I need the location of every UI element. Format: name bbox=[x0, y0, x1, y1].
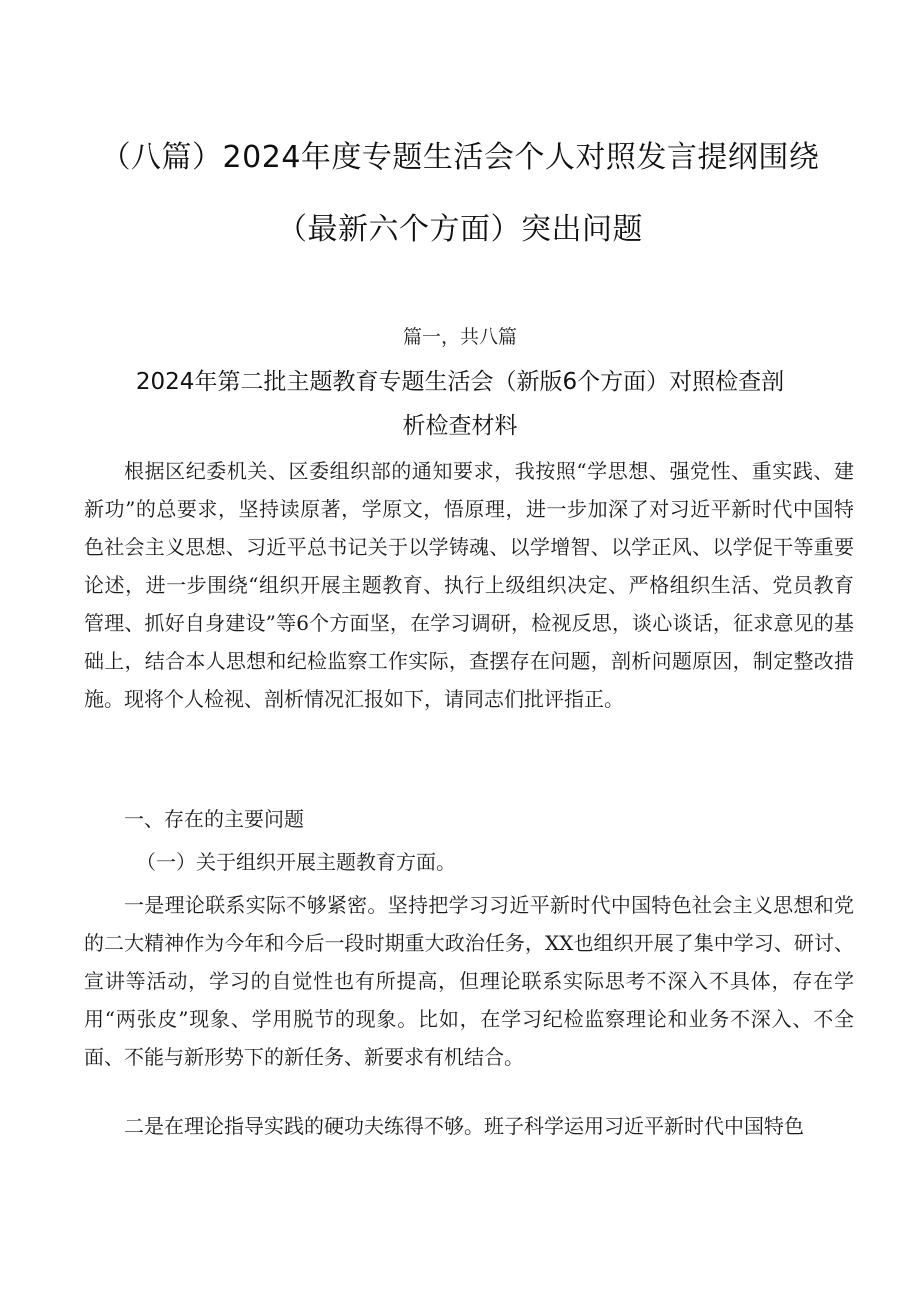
heading-level-1: 一、存在的主要问题 bbox=[124, 807, 304, 831]
section-title-line-2: 析检查材料 bbox=[402, 413, 518, 439]
paragraph-first-block bbox=[84, 886, 854, 1076]
paragraph-second: 二是在理论指导实践的硬功夫练得不够。班子科学运用习近平新时代中国特色 bbox=[124, 1114, 804, 1138]
heading-level-1-block bbox=[84, 800, 854, 838]
section-title-line-1: 2024年第二批主题教育专题生活会（新版6个方面）对照检查剖 bbox=[135, 369, 785, 395]
heading-level-2: （一）关于组织开展主题教育方面。 bbox=[136, 850, 456, 874]
document-title-line-2: （最新六个方面）突出问题 bbox=[277, 212, 643, 247]
intro-paragraph: 根据区纪委机关、区委组织部的通知要求，我按照“学思想、强党性、重实践、建新功”的总要求，坚持读原著，学原文，悟原理，进一步加深了对习近平新时代中国特色社会主义思想、习近平总书记关于以学铸魂、以学增智、以学正风、以学促干等重要论述，进一步围绕“组织开展主题教育、执行上级组织决定、严格组织生活、党员教育管理、抓好自身建设”等6个方面坚，在学习调研，检视反思，谈心谈话，征求意见的基础上，结合本人思想和纪检监察工作实际，查摆存在问题，剖析问题原因，制定整改措施。现将个人检视、剖析情况汇报如下，请同志们批评指正。 bbox=[84, 459, 854, 711]
paragraph-second-block bbox=[84, 1107, 854, 1145]
document-title-line-1: （八篇）2024年度专题生活会个人对照发言提纲围绕 bbox=[100, 140, 820, 175]
intro-paragraph-block bbox=[84, 452, 854, 718]
paragraph-first: 一是理论联系实际不够紧密。坚持把学习习近平新时代中国特色社会主义思想和党的二大精神作为今年和今后一段时期重大政治任务，XX也组织开展了集中学习、研讨、宣讲等活动，学习的自觉性也有所提高，但理论联系实际思考不深入不具体，存在学用“两张皮”现象、学用脱节的现象。比如，在学习纪检监察理论和业务不深入、不全面、不能与新形势下的新任务、新要求有机结合。 bbox=[84, 893, 854, 1069]
part-label: 篇一，共八篇 bbox=[402, 326, 517, 348]
heading-level-2-block bbox=[84, 843, 854, 881]
